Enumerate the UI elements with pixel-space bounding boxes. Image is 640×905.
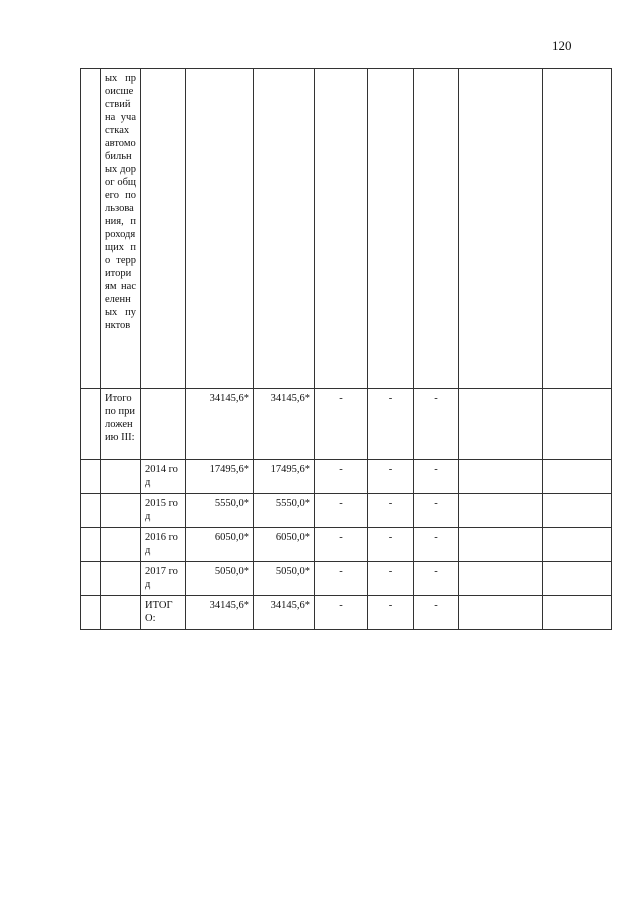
- grand-total-col4: -: [368, 596, 414, 630]
- grand-total-label: ИТОГО:: [141, 596, 186, 630]
- continuation-row: [81, 69, 612, 389]
- total-row: [81, 389, 612, 460]
- year-col4: -: [368, 528, 414, 562]
- year-col2: 5550,0*: [254, 494, 315, 528]
- year-col5: -: [414, 460, 459, 494]
- total-col5: -: [414, 389, 459, 460]
- total-label: Итого по приложению III:: [101, 389, 141, 460]
- year-col1: 17495,6*: [186, 460, 254, 494]
- year-col5: -: [414, 494, 459, 528]
- year-row: [81, 460, 612, 494]
- year-col3: -: [315, 562, 368, 596]
- total-col4: -: [368, 389, 414, 460]
- year-col1: 5050,0*: [186, 562, 254, 596]
- year-label: 2016 год: [141, 528, 186, 562]
- year-label: 2017 год: [141, 562, 186, 596]
- grand-total-row: [81, 596, 612, 630]
- year-col4: -: [368, 562, 414, 596]
- year-row: [81, 494, 612, 528]
- continuation-text: ых происшествий на участках автомобильных дорог общего пользования, проходящих по территориям населенных пунктов: [101, 69, 141, 389]
- grand-total-col5: -: [414, 596, 459, 630]
- year-col4: -: [368, 460, 414, 494]
- year-row: [81, 562, 612, 596]
- year-col2: 5050,0*: [254, 562, 315, 596]
- year-col2: 6050,0*: [254, 528, 315, 562]
- program-table: [80, 68, 612, 630]
- grand-total-col2: 34145,6*: [254, 596, 315, 630]
- year-label: 2014 год: [141, 460, 186, 494]
- year-col5: -: [414, 562, 459, 596]
- year-col5: -: [414, 528, 459, 562]
- year-col2: 17495,6*: [254, 460, 315, 494]
- year-col3: -: [315, 460, 368, 494]
- year-row: [81, 528, 612, 562]
- cell-num: [81, 69, 101, 389]
- year-col3: -: [315, 494, 368, 528]
- grand-total-col1: 34145,6*: [186, 596, 254, 630]
- page-number: 120: [552, 38, 572, 53]
- year-label: 2015 год: [141, 494, 186, 528]
- total-col1: 34145,6*: [186, 389, 254, 460]
- year-col3: -: [315, 528, 368, 562]
- total-col3: -: [315, 389, 368, 460]
- grand-total-col3: -: [315, 596, 368, 630]
- year-col1: 6050,0*: [186, 528, 254, 562]
- year-col4: -: [368, 494, 414, 528]
- total-col2: 34145,6*: [254, 389, 315, 460]
- year-col1: 5550,0*: [186, 494, 254, 528]
